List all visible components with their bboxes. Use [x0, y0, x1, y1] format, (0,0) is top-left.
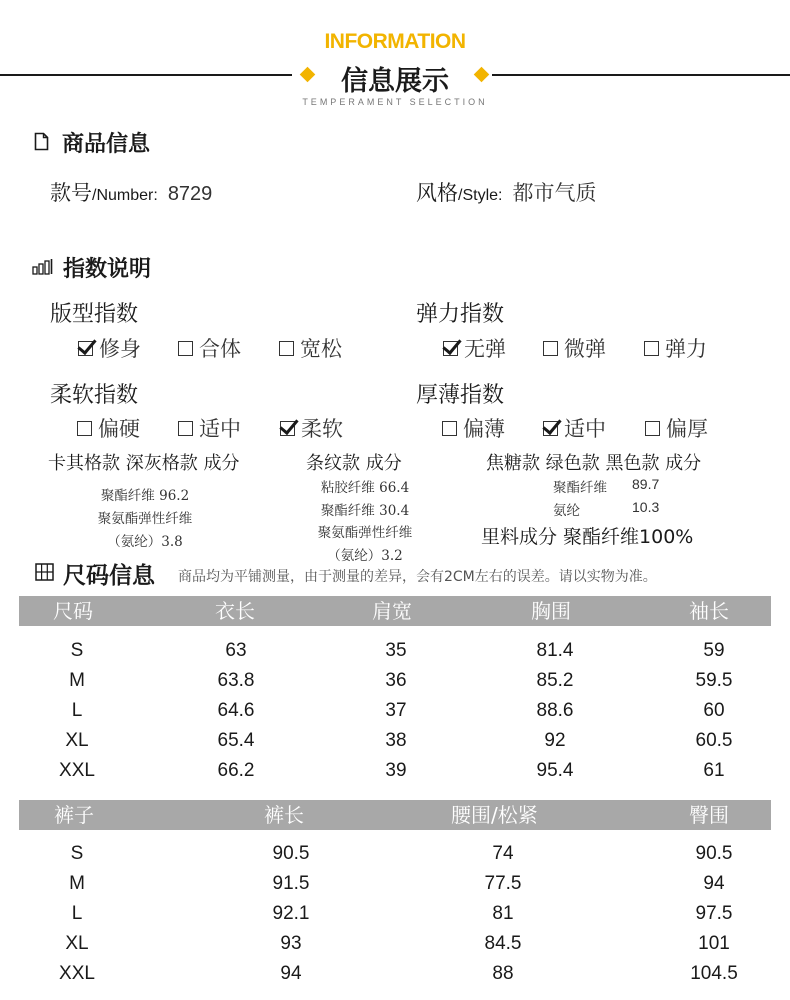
- checkbox-checked-icon: [443, 341, 458, 356]
- softness-option-medium[interactable]: 适中: [178, 413, 241, 443]
- table-cell: 38: [385, 730, 407, 751]
- table-cell: 81.4: [536, 640, 574, 661]
- table-cell: 92.1: [272, 903, 310, 924]
- table-cell: 88: [492, 963, 514, 984]
- table-cell: 66.2: [217, 760, 255, 781]
- table-cell: 36: [385, 670, 407, 691]
- material-col1-line: 聚酯纤维 96.2: [100, 488, 190, 504]
- table-cell: 65.4: [217, 730, 255, 751]
- thickness-option-medium[interactable]: 适中: [543, 413, 606, 443]
- table-cell: 92: [544, 730, 566, 751]
- table-cell: 64.6: [217, 700, 255, 721]
- index-section-title: 指数说明: [63, 257, 152, 282]
- table-cell: 85.2: [536, 670, 574, 691]
- stretch-index-title: 弹力指数: [416, 302, 505, 327]
- material-col3-title: 焦糖款 绿色款 黑色款 成分: [486, 453, 702, 474]
- thickness-option-thick[interactable]: 偏厚: [645, 413, 708, 443]
- table-cell: 84.5: [484, 933, 522, 954]
- table-cell: 88.6: [536, 700, 574, 721]
- top-header-sleeve: 袖长: [689, 599, 729, 623]
- header-right-rule: [492, 74, 790, 76]
- table-cell: 60.5: [695, 730, 733, 751]
- header-cn-title: 信息展示: [341, 66, 449, 97]
- softness-index-title: 柔软指数: [50, 383, 139, 408]
- stretch-option-stretchy[interactable]: 弹力: [644, 333, 707, 363]
- thickness-option-thin[interactable]: 偏薄: [442, 413, 505, 443]
- table-cell: XL: [65, 933, 89, 954]
- table-cell: M: [69, 670, 85, 691]
- table-cell: 35: [385, 640, 407, 661]
- pants-header-length: 裤长: [264, 803, 304, 827]
- checkbox-checked-icon: [78, 341, 93, 356]
- number-value: 8729: [167, 183, 213, 205]
- material-col1-title: 卡其格款 深灰格款 成分: [48, 453, 240, 474]
- checkbox-icon: [645, 421, 660, 436]
- table-cell: 90.5: [695, 843, 733, 864]
- table-cell: 95.4: [536, 760, 574, 781]
- material-col1-line: （氨纶）3.8: [107, 534, 183, 550]
- style-label-en: /Style: [458, 187, 499, 204]
- material-col3-name: 聚酯纤维: [553, 480, 607, 496]
- number-colon: :: [153, 187, 158, 204]
- material-col2-line: 粘胶纤维 66.4: [320, 480, 410, 496]
- pants-header-waist: 腰围/松紧: [451, 803, 538, 827]
- table-cell: 74: [492, 843, 514, 864]
- table-cell: L: [71, 700, 83, 721]
- document-icon: [34, 132, 49, 151]
- size-section-title: 尺码信息: [63, 563, 155, 589]
- style-colon: :: [498, 187, 503, 204]
- table-cell: 60: [703, 700, 725, 721]
- top-header-chest: 胸围: [531, 599, 571, 623]
- softness-option-stiff[interactable]: 偏硬: [77, 413, 140, 443]
- checkbox-checked-icon: [543, 421, 558, 436]
- material-col2-title: 条纹款 成分: [306, 453, 402, 474]
- top-table-header: [19, 596, 771, 626]
- top-header-length: 衣长: [215, 599, 255, 623]
- thickness-index-title: 厚薄指数: [416, 383, 505, 408]
- table-cell: XXL: [59, 963, 95, 984]
- material-col3-name: 氨纶: [553, 503, 580, 519]
- table-cell: 104.5: [690, 963, 738, 984]
- size-note: 商品均为平铺测量，由于测量的差异，会有2CM左右的误差。请以实物为准。: [178, 569, 657, 585]
- softness-option-soft[interactable]: 柔软: [280, 413, 343, 443]
- table-cell: 101: [698, 933, 730, 954]
- table-cell: 81: [492, 903, 514, 924]
- table-cell: 59.5: [695, 670, 733, 691]
- product-section-title: 商品信息: [62, 132, 151, 157]
- checkbox-icon: [543, 341, 558, 356]
- material-col1-line: 聚氨酯弹性纤维: [97, 511, 193, 527]
- fit-option-loose[interactable]: 宽松: [279, 333, 342, 363]
- product-style: [416, 177, 596, 207]
- table-cell: 39: [385, 760, 407, 781]
- table-cell: 93: [280, 933, 302, 954]
- fit-index-title: 版型指数: [50, 302, 139, 327]
- table-cell: 91.5: [272, 873, 310, 894]
- table-cell: 94: [703, 873, 725, 894]
- checkbox-icon: [178, 421, 193, 436]
- pants-header-size: 裤子: [54, 803, 94, 827]
- pants-header-hip: 臀围: [689, 803, 729, 827]
- lining-composition: 里料成分 聚酯纤维100%: [481, 526, 694, 548]
- table-cell: S: [70, 640, 84, 661]
- header-subtitle: TEMPERAMENT SELECTION: [302, 97, 488, 107]
- number-label-en: /Number: [92, 187, 154, 204]
- product-number: [50, 177, 212, 207]
- table-cell: 94: [280, 963, 302, 984]
- table-cell: 90.5: [272, 843, 310, 864]
- material-col2-line: 聚酯纤维 30.4: [320, 503, 410, 519]
- checkbox-icon: [279, 341, 294, 356]
- stretch-option-none[interactable]: 无弹: [443, 333, 506, 363]
- pants-table-header: [19, 800, 771, 830]
- bar-chart-icon: [32, 258, 54, 275]
- material-col2-line: （氨纶）3.2: [327, 548, 403, 564]
- table-cell: XL: [65, 730, 89, 751]
- checkbox-icon: [644, 341, 659, 356]
- table-cell: 37: [385, 700, 407, 721]
- header-en-title: INFORMATION: [324, 30, 466, 53]
- table-cell: 77.5: [484, 873, 522, 894]
- material-col2-line: 聚氨酯弹性纤维: [317, 525, 413, 541]
- checkbox-icon: [442, 421, 457, 436]
- checkbox-icon: [178, 341, 193, 356]
- checkbox-checked-icon: [280, 421, 295, 436]
- table-cell: 63: [225, 640, 247, 661]
- table-cell: 63.8: [217, 670, 255, 691]
- table-cell: M: [69, 873, 85, 894]
- number-label-cn: 款号: [50, 181, 92, 205]
- style-value: 都市气质: [512, 181, 597, 205]
- table-cell: XXL: [59, 760, 95, 781]
- top-header-shoulder: 肩宽: [372, 599, 412, 623]
- fit-option-slim[interactable]: 修身: [78, 333, 141, 363]
- table-cell: 61: [703, 760, 725, 781]
- table-cell: L: [71, 903, 83, 924]
- top-header-size: 尺码: [53, 599, 93, 623]
- table-cell: 59: [703, 640, 725, 661]
- table-cell: S: [70, 843, 84, 864]
- checkbox-icon: [77, 421, 92, 436]
- material-col3-value: 10.3: [632, 499, 660, 515]
- material-col3-value: 89.7: [632, 476, 660, 492]
- table-cell: 97.5: [695, 903, 733, 924]
- style-label-cn: 风格: [416, 181, 458, 205]
- stretch-option-slight[interactable]: 微弹: [543, 333, 606, 363]
- grid-table-icon: [35, 563, 54, 581]
- fit-option-regular[interactable]: 合体: [178, 333, 241, 363]
